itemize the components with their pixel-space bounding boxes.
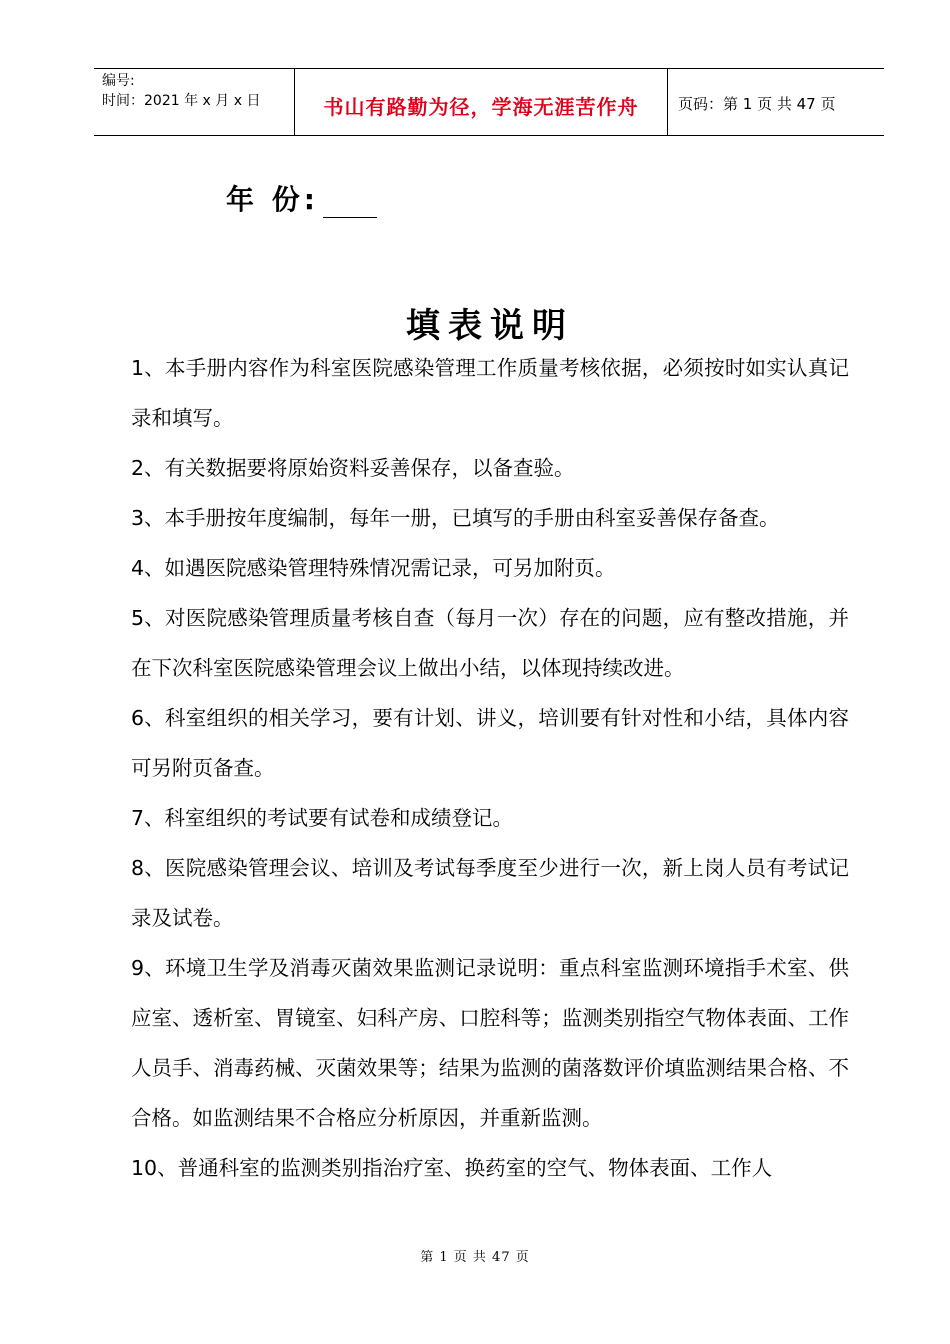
number-label: 编号: [102,73,135,89]
instruction-paragraph: 4、如遇医院感染管理特殊情况需记录，可另加附页。 [131,556,616,580]
year-label: 年 份: [226,183,319,216]
header-meta [102,71,260,111]
header-motto: 书山有路勤为径，学海无涯苦作舟 [323,95,639,119]
instruction-paragraph: 1、本手册内容作为科室医院感染管理工作质量考核依据，必须按时如实认真记录和填写。 [131,356,849,430]
instruction-paragraph: 8、医院感染管理会议、培训及考试每季度至少进行一次，新上岗人员有考试记录及试卷。 [131,856,849,930]
instructions-body [131,343,849,1193]
instruction-paragraph: 7、科室组织的考试要有试卷和成绩登记。 [131,806,514,830]
instruction-paragraph: 6、科室组织的相关学习，要有计划、讲义，培训要有针对性和小结，具体内容可另附页备查。 [131,706,849,780]
instruction-paragraph: 2、有关数据要将原始资料妥善保存，以备查验。 [131,456,575,480]
year-blank-field [323,193,377,218]
instruction-paragraph: 9、环境卫生学及消毒灭菌效果监测记录说明：重点科室监测环境指手术室、供应室、透析室、胃镜室、妇科产房、口腔科等；监测类别指空气物体表面、工作人员手、消毒药械、灭菌效果等；结果为监测的菌落数评价填监测结果合格、不合格。如监测结果不合格应分析原因，并重新监测。 [131,956,849,1130]
header-page-label: 页码：第 1 页 共 47 页 [678,95,836,113]
instruction-paragraph: 10、普通科室的监测类别指治疗室、换药室的空气、物体表面、工作人 [131,1156,773,1180]
instruction-paragraph: 3、本手册按年度编制，每年一册，已填写的手册由科室妥善保存备查。 [131,506,780,530]
page-footer: 第 1 页 共 47 页 [420,1250,530,1265]
year-line [226,178,377,218]
instruction-paragraph: 5、对医院感染管理质量考核自查（每月一次）存在的问题，应有整改措施，并在下次科室医院感染管理会议上做出小结，以体现持续改进。 [131,606,849,680]
header-divider [667,69,668,135]
header-table [94,68,884,136]
page-title: 填表说明 [406,306,574,346]
time-label: 时间：2021 年 x 月 x 日 [102,93,261,109]
